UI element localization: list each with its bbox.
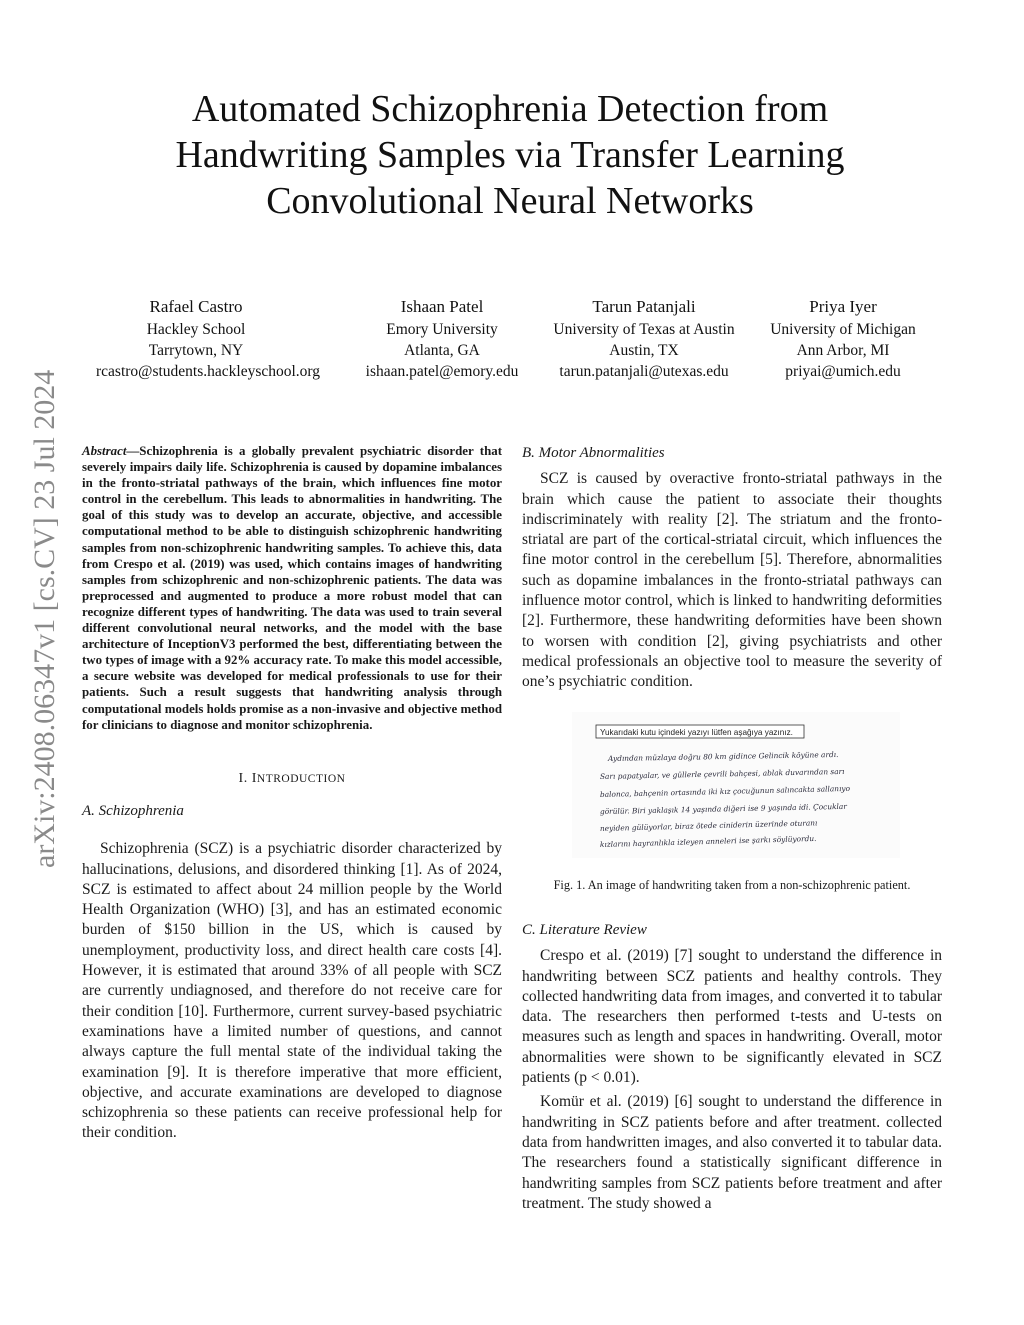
figure-handwriting-sample (572, 712, 900, 858)
arxiv-identifier: arXiv:2408.06347v1 [cs.CV] 23 Jul 2024 (28, 369, 61, 868)
subsection-heading-schizophrenia: A. Schizophrenia (82, 802, 184, 819)
author-affiliation: University of Texas at Austin (553, 321, 735, 338)
section-heading-introduction (82, 769, 502, 789)
author-name: Ishaan Patel (400, 297, 484, 316)
paragraph-motor-abnormalities: SCZ is caused by overactive fronto-striatal pathways in the brain which cause the patient to associate their thoughts indiscriminately with reality [2]. The striatum and the fronto-striatal are part of the cortical-striatal circuit, which influences the fine motor control in the cerebellum [5]. Therefore, abnormalities such as dopamine imbalances in the fronto-striatal pathways can influence motor control, which is linked to handwriting deformities [2]. Furthermore, these handwriting deformities have been shown to worsen with condition [2], giving psychiatrists and other medical professionals an objective tool to measure the severity of one’s psychiatric condition. (522, 470, 942, 691)
figure-prompt: Yukarıdaki kutu içindeki yazıyı lütfen aşağıya yazınız. (600, 728, 793, 737)
author-block-3 (538, 295, 750, 382)
abstract-lead: Abstract (82, 444, 127, 458)
title-line-2: Handwriting Samples via Transfer Learning (175, 134, 845, 176)
handwriting-line-3: balonca, bahçenin ortasında iki kız çocuğunun salıncakta sallanıyo (599, 783, 851, 799)
subsection-heading-literature-review: C. Literature Review (522, 922, 647, 938)
section-numeral: I. (238, 770, 248, 786)
right-column (522, 443, 942, 693)
author-email: rcastro@students.hackleyschool.org (96, 363, 321, 380)
paragraph-schizophrenia: Schizophrenia (SCZ) is a psychiatric disorder characterized by hallucinations, delusions, and disordered thinking [1]. As of 2024, SCZ is estimated to affect about 24 million people by the World Health Organization (WHO) [3], and has an estimated economic burden of $150 billion in the US, which is caused by unemployment, productivity loss, and direct health care costs [4]. However, it is estimated that around 33% of all people with SCZ are currently undiagnosed, and therefore do not receive care for their condition [10]. Furthermore, current survey-based psychiatric examinations have a limited number of questions, and cannot always capture the full mental state of the individual taking the examination [9]. It is therefore imperative that more efficient, objective, and accurate examinations are developed to diagnose schizophrenia so these patients can receive professional help for their condition. (82, 840, 502, 1142)
author-affiliation: Hackley School (146, 321, 246, 338)
author-location: Austin, TX (609, 342, 679, 359)
paper-title (100, 86, 920, 224)
section-rest-letters: NTRODUCTION (256, 772, 346, 785)
handwriting-image (572, 712, 900, 858)
author-block-4 (760, 295, 926, 382)
author-email: tarun.patanjali@utexas.edu (559, 363, 729, 380)
left-column (82, 443, 502, 1144)
paragraph-komur: Komür et al. (2019) [6] sought to understand the difference in handwriting in SCZ patients before and after treatment. collected data from handwritten images, and also converted it to tabular data. The researchers found a statistically significant difference in handwriting samples from SCZ patients before treatment and after treatment. The study showed a (522, 1093, 942, 1212)
abstract-text: —Schizophrenia is a globally prevalent psychiatric disorder that severely impairs daily life. Schizophrenia is caused by dopamine imbalances in the fronto-striatal pathways of the brain, which influences fine motor control in the cerebellum. This leads to abnormalities in handwriting. The goal of this study was to develop an accurate, objective, and accessible computational method to be able to distinguish schizophrenic handwriting samples from non-schizophrenic handwriting samples. To achieve this, data from Crespo et al. (2019) was used, which contains images of handwriting samples from schizophrenic and non-schizophrenic patients. The data was preprocessed and augmented to produce a more robust model that can recognize different types of handwriting. The data was used to train several different convolutional neural networks, and the model with the base architecture of InceptionV3 performed the best, differentiating between the two types of image with a 92% accuracy rate. To make this model accessible, a secure website was developed for medical professionals to use for their patients. Such a result suggests that handwriting analysis through computational models holds promise as a non-invasive and objective method for clinicians to diagnose and monitor schizophrenia. (82, 444, 502, 732)
handwriting-line-4: görülür. Biri yaklaşık 14 yaşında diğeri ise 9 yaşında idi. Çocuklar (599, 801, 847, 816)
figure-caption: Fig. 1. An image of handwriting taken from a non-schizophrenic patient. (553, 878, 911, 892)
handwriting-line-5: neyiden gülüyorlar, biraz ötede ciniderin üzerinde oturanı (599, 818, 818, 833)
author-location: Atlanta, GA (404, 342, 480, 359)
author-location: Ann Arbor, MI (796, 342, 890, 359)
section-first-letter: I (251, 770, 257, 786)
author-location: Tarrytown, NY (148, 342, 244, 359)
author-name: Tarun Patanjali (592, 297, 696, 316)
paragraph-crespo: Crespo et al. (2019) [7] sought to understand the difference in handwriting between SCZ patients and healthy controls. They collected handwriting data from images, and converted it to tabular data. The researchers then performed t-tests and U-tests on measures such as length and spaces in handwriting. Overall, motor abnormalities were shown to be significantly elevated in SCZ patients (p < 0.01). (522, 947, 942, 1087)
handwriting-line-2: Sarı papatyalar, ve güllerle çevrili bahçesi, ablak duvarından sarı (599, 766, 845, 781)
author-name: Priya Iyer (809, 297, 877, 316)
author-block-1 (96, 295, 321, 382)
title-line-3: Convolutional Neural Networks (266, 180, 754, 222)
handwriting-line-6: kızlarını hayranlıkla izleyen anneleri ise şarkı söylüyordu. (599, 833, 817, 849)
author-affiliation: University of Michigan (770, 321, 916, 338)
author-affiliation: Emory University (386, 321, 498, 338)
author-email: ishaan.patel@emory.edu (365, 363, 519, 380)
author-block-2 (357, 295, 527, 382)
abstract (82, 443, 502, 733)
author-email: priyai@umich.edu (785, 363, 901, 380)
handwriting-line-1: Aydından müzlaya doğru 80 km gidince Gelincik köyüne ardı. (607, 749, 839, 763)
subsection-heading-motor-abnormalities: B. Motor Abnormalities (522, 445, 665, 461)
title-line-1: Automated Schizophrenia Detection from (191, 88, 829, 130)
author-name: Rafael Castro (149, 297, 243, 316)
literature-review-section (522, 920, 942, 1214)
